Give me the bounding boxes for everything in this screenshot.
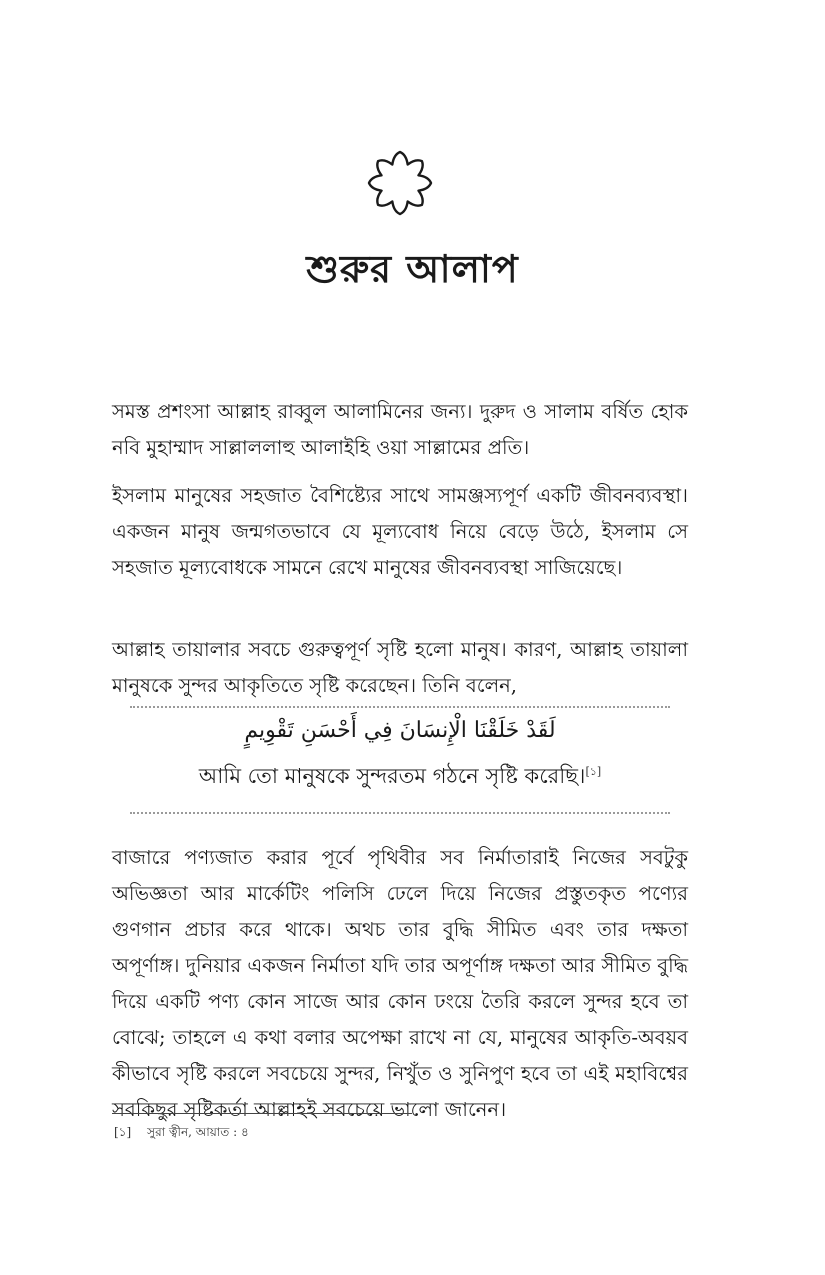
quote-translation-text: আমি তো মানুষকে সুন্দরতম গঠনে সৃষ্টি করেছি। [198,764,586,788]
paragraph-text: ইসলাম মানুষের সহজাত বৈশিষ্ট্যের সাথে সামঞ্জস্যপূর্ণ একটি জীবনব্যবস্থা। একজন মানুষ জন্মগতভাবে যে মূল্যবোধ নিয়ে বেড়ে উঠে, ইসলাম সে সহজাত মূল্যবোধকে সামনে রেখে মানুষের জীবনব্যবস্থা সাজিয়েছে। [112,484,688,579]
paragraph-text: বাজারে পণ্যজাত করার পূর্বে পৃথিবীর সব নির্মাতারাই নিজের সবটুকু অভিজ্ঞতা আর মার্কেটিং পলিসি ঢেলে দিয়ে নিজের প্রস্তুতকৃত পণ্যের গুণগান প্রচার করে থাকে। অথচ তার বুদ্ধি সীমিত এবং তার দক্ষতা অপূর্ণাঙ্গ। দুনিয়ার একজন নির্মাতা যদি তার অপূর্ণাঙ্গ দক্ষতা আর সীমিত বুদ্ধি দিয়ে একটি পণ্য কোন সাজে আর কোন ঢংয়ে তৈরি করলে সুন্দর হবে তা বোঝে; তাহলে এ কথা বলার অপেক্ষা রাখে না যে, মানুষের আকৃতি-অবয়ব কীভাবে সৃষ্টি করলে সবচেয়ে সুন্দর, নিখুঁত ও সুনিপুণ হবে তা এই মহাবিশ্বের সবকিছুর সৃষ্টিকর্তা আল্লাহই সবচেয়ে ভালো জানেন। [112,846,688,1121]
footnote-divider [112,1113,412,1114]
footnote [114,1124,249,1144]
quote-divider-top [130,706,670,708]
quote-translation [130,760,670,795]
paragraph-market [112,840,688,1128]
paragraph-text: আল্লাহ তায়ালার সবচে গুরুত্বপূর্ণ সৃষ্টি হলো মানুষ। কারণ, আল্লাহ তায়ালা মানুষকে সুন্দর আকৃতিতে সৃষ্টি করেছেন। তিনি বলেন, [112,638,688,697]
footnote-reference[interactable]: [১] [585,765,602,778]
paragraph-creation [112,632,688,704]
paragraph-text: সমস্ত প্রশংসা আল্লাহ রাব্বুল আলামিনের জন্য। দুরুদ ও সালাম বর্ষিত হোক নবি মুহাম্মাদ সাল্লাললাহু আলাইহি ওয়া সাল্লামের প্রতি। [112,400,688,459]
ornament-outline [369,152,431,214]
paragraph-islam [112,478,688,586]
paragraph-intro [112,394,688,466]
footnote-text: সুরা ত্বীন, আয়াত : ৪ [147,1125,249,1139]
eight-point-star-outline-icon [365,148,435,218]
chapter-title: শুরুর আলাপ [306,246,519,291]
footnote-number: [১] [114,1125,132,1139]
quote-arabic: لَقَدْ خَلَقْنَا الْإِنسَانَ فِي أَحْسَنِ تَقْوِيمٍ [244,718,556,743]
quote-divider-bottom [130,812,670,814]
